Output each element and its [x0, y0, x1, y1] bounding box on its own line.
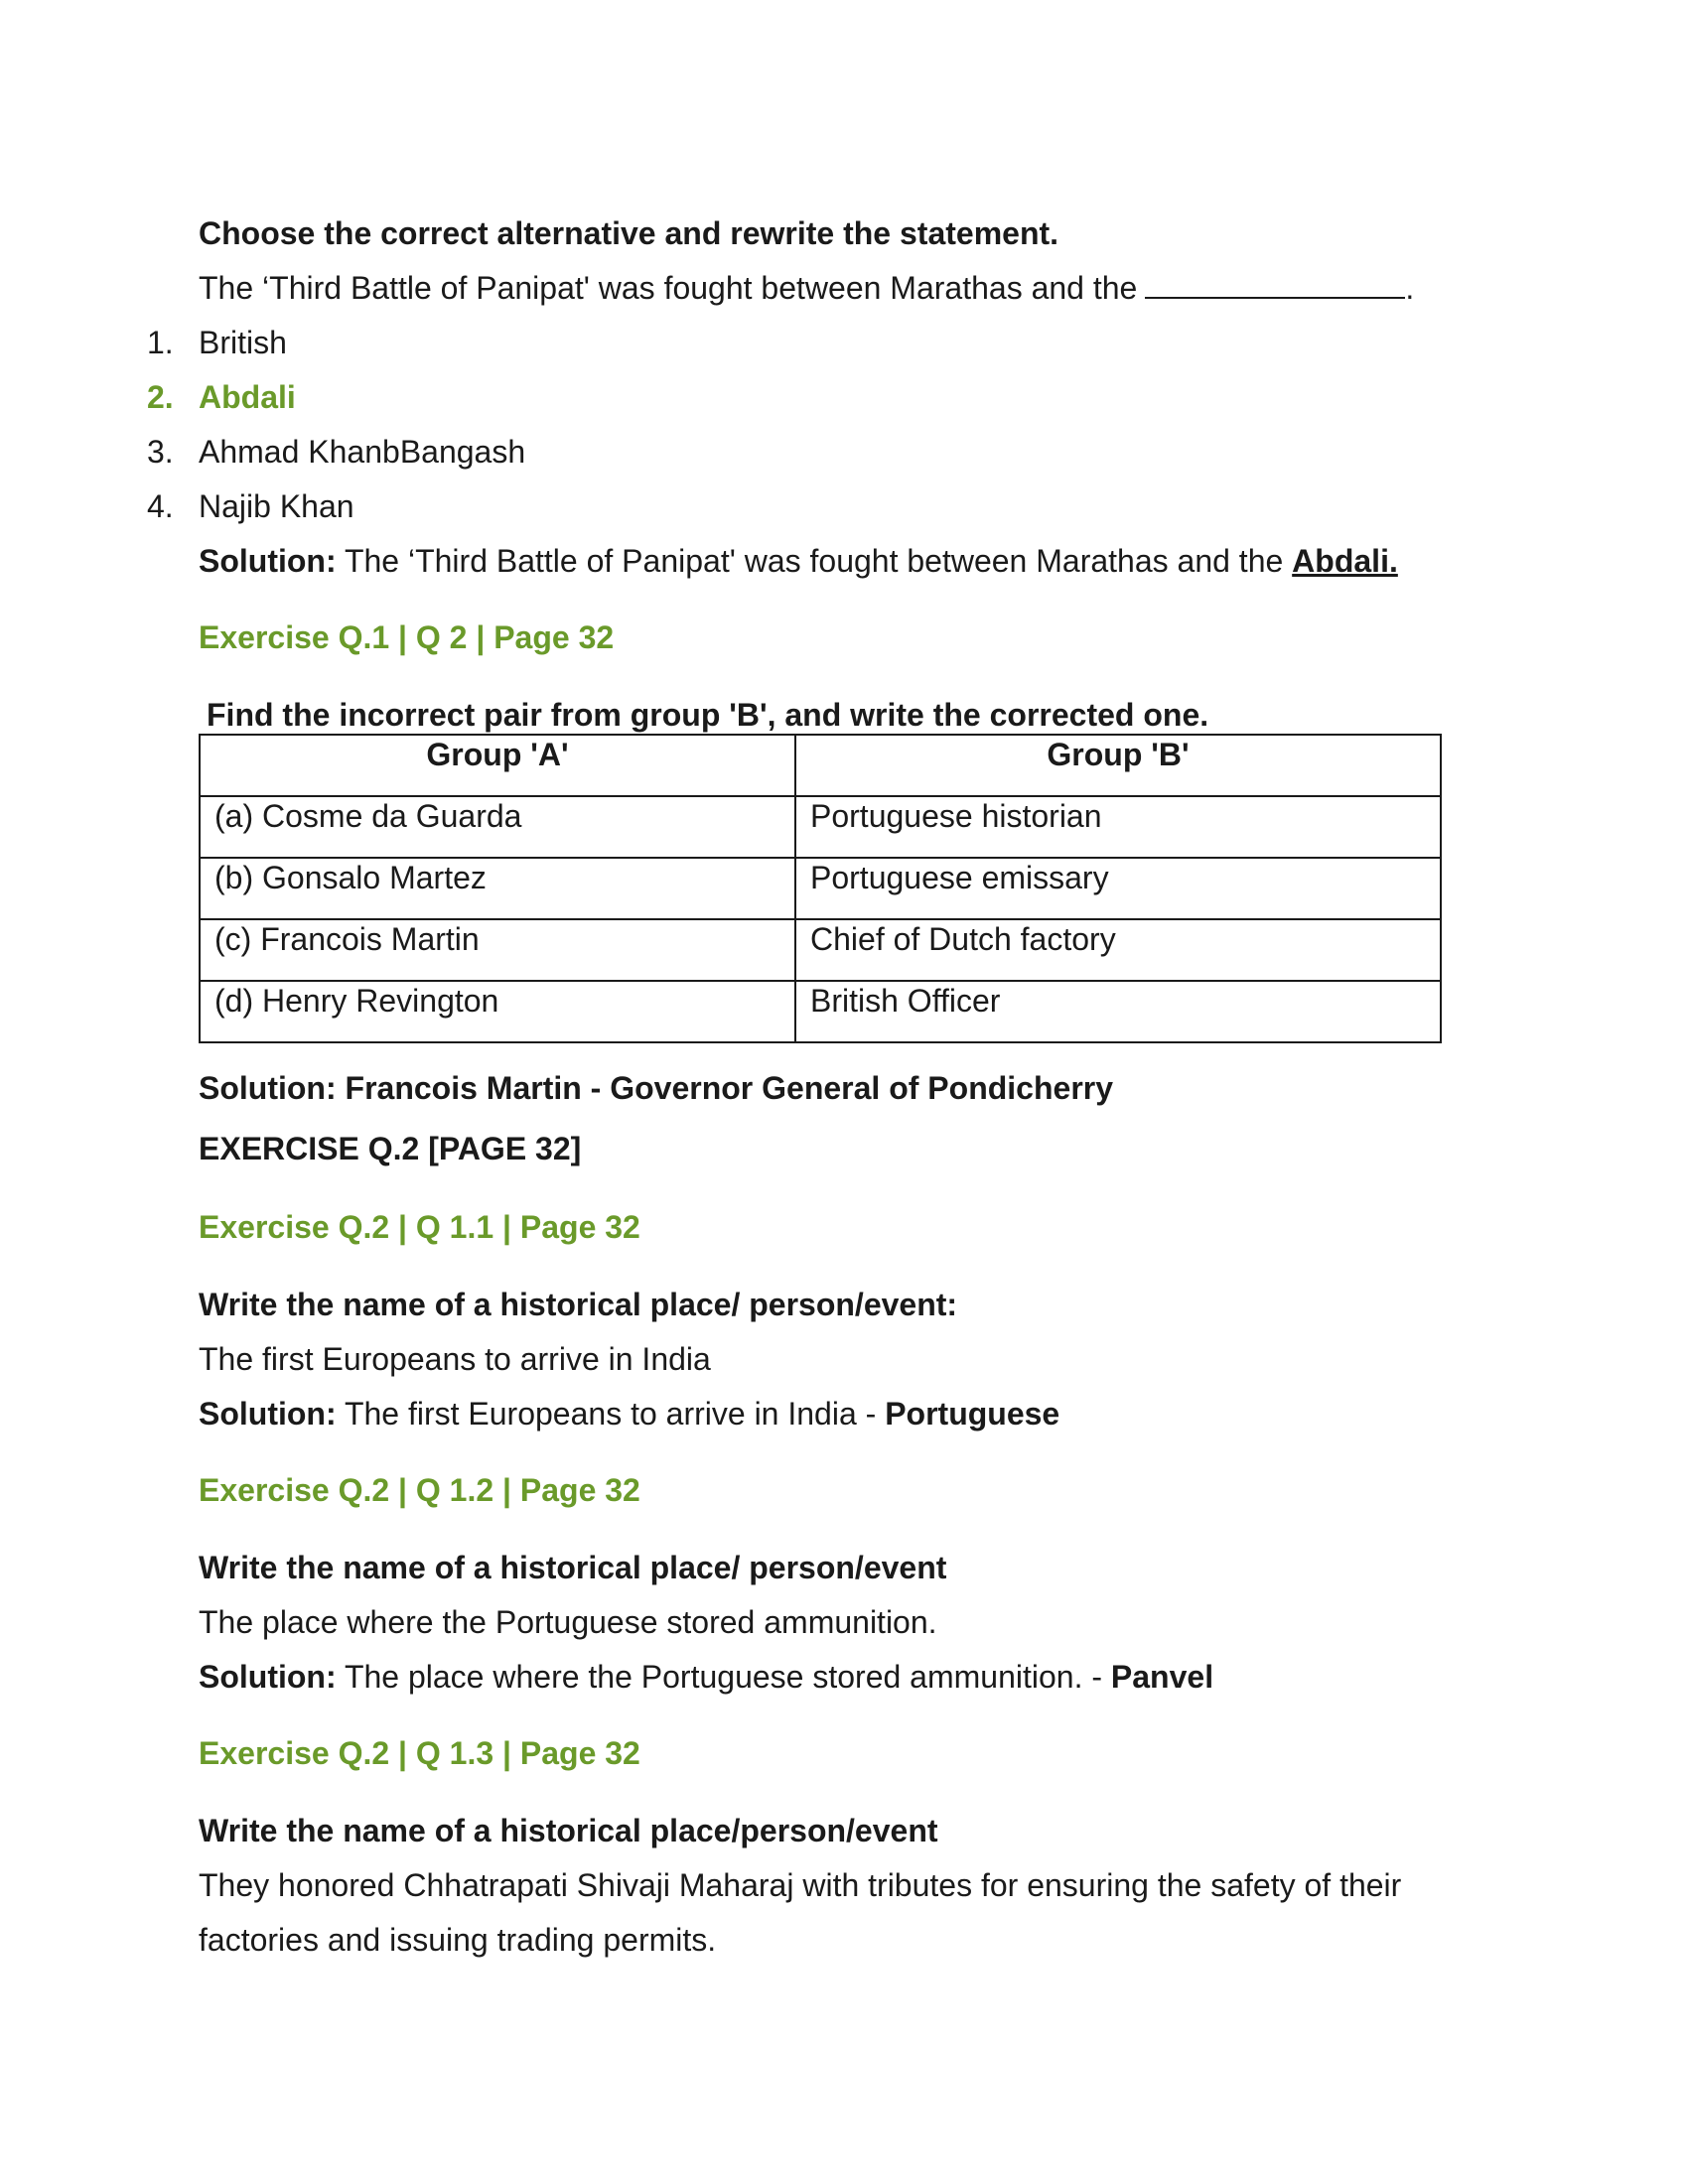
cell-group-b: British Officer: [795, 981, 1441, 1042]
q3-solution-text: The first Europeans to arrive in India -: [344, 1396, 877, 1432]
q1-instruction: Choose the correct alternative and rewrite the statement.: [199, 215, 1059, 251]
q3-instruction: Write the name of a historical place/ person/event:: [199, 1287, 958, 1322]
q1-statement-text: The ‘Third Battle of Panipat' was fought between Marathas and the: [199, 270, 1138, 306]
q4-solution-text: The place where the Portuguese stored ammunition. -: [344, 1659, 1103, 1695]
q3-solution: [199, 1394, 1489, 1433]
q1-solution-answer: Abdali.: [1292, 543, 1398, 579]
cell-group-b: Chief of Dutch factory: [795, 919, 1441, 981]
q5-instruction: Write the name of a historical place/person/event: [199, 1813, 938, 1848]
q4-solution-answer: Panvel: [1110, 1659, 1214, 1695]
section-title: EXERCISE Q.2 [PAGE 32]: [199, 1131, 582, 1166]
table-row: [200, 919, 1441, 981]
cell-group-b: Portuguese historian: [795, 796, 1441, 858]
q1-solution-label: Solution:: [199, 543, 337, 579]
header-group-b: Group 'B': [795, 735, 1441, 796]
option-3: [147, 432, 525, 472]
q1-statement-end: .: [1405, 270, 1415, 306]
q2-instruction: Find the incorrect pair from group 'B', and write the corrected one.: [207, 697, 1209, 733]
table-row: [200, 981, 1441, 1042]
q4-instruction: Write the name of a historical place/ person/event: [199, 1550, 947, 1585]
q1-solution: [199, 541, 1489, 581]
cell-group-a: (a) Cosme da Guarda: [200, 796, 795, 858]
q3-question: The first Europeans to arrive in India: [199, 1341, 711, 1377]
cell-group-a: (c) Francois Martin: [200, 919, 795, 981]
option-4-label: Najib Khan: [199, 488, 354, 524]
option-3-number: 3.: [147, 434, 174, 470]
fill-in-blank: [1145, 269, 1405, 299]
pairs-table: [199, 734, 1442, 1043]
table-header-row: [200, 735, 1441, 796]
table-row: [200, 858, 1441, 919]
option-4-number: 4.: [147, 488, 174, 524]
cell-group-a: (b) Gonsalo Martez: [200, 858, 795, 919]
option-2-number: 2.: [147, 379, 174, 415]
option-3-label: Ahmad KhanbBangash: [199, 434, 526, 470]
option-2-label: Abdali: [199, 379, 296, 415]
option-4: [147, 486, 354, 526]
q1-statement: [199, 268, 1489, 308]
q3-heading[interactable]: Exercise Q.2 | Q 1.1 | Page 32: [199, 1209, 640, 1245]
q4-solution-label: Solution:: [199, 1659, 337, 1695]
q3-solution-answer: Portuguese: [885, 1396, 1060, 1432]
q5-question-line-2: factories and issuing trading permits.: [199, 1922, 717, 1958]
q3-solution-label: Solution:: [199, 1396, 337, 1432]
option-2-correct: [147, 377, 296, 417]
option-1-label: British: [199, 325, 287, 360]
header-group-a: Group 'A': [200, 735, 795, 796]
q4-question: The place where the Portuguese stored ammunition.: [199, 1604, 937, 1640]
q5-question-line-1: They honored Chhatrapati Shivaji Maharaj with tributes for ensuring the safety of their: [199, 1867, 1402, 1903]
cell-group-a: (d) Henry Revington: [200, 981, 795, 1042]
option-1-number: 1.: [147, 325, 174, 360]
q2-heading[interactable]: Exercise Q.1 | Q 2 | Page 32: [199, 619, 615, 655]
q1-solution-text: The ‘Third Battle of Panipat' was fought between Marathas and the: [344, 543, 1284, 579]
option-1: [147, 323, 287, 362]
q4-heading[interactable]: Exercise Q.2 | Q 1.2 | Page 32: [199, 1472, 640, 1508]
table-row: [200, 796, 1441, 858]
q5-heading[interactable]: Exercise Q.2 | Q 1.3 | Page 32: [199, 1735, 640, 1771]
q4-solution: [199, 1657, 1489, 1697]
q2-solution: Solution: Francois Martin - Governor General of Pondicherry: [199, 1070, 1114, 1106]
cell-group-b: Portuguese emissary: [795, 858, 1441, 919]
